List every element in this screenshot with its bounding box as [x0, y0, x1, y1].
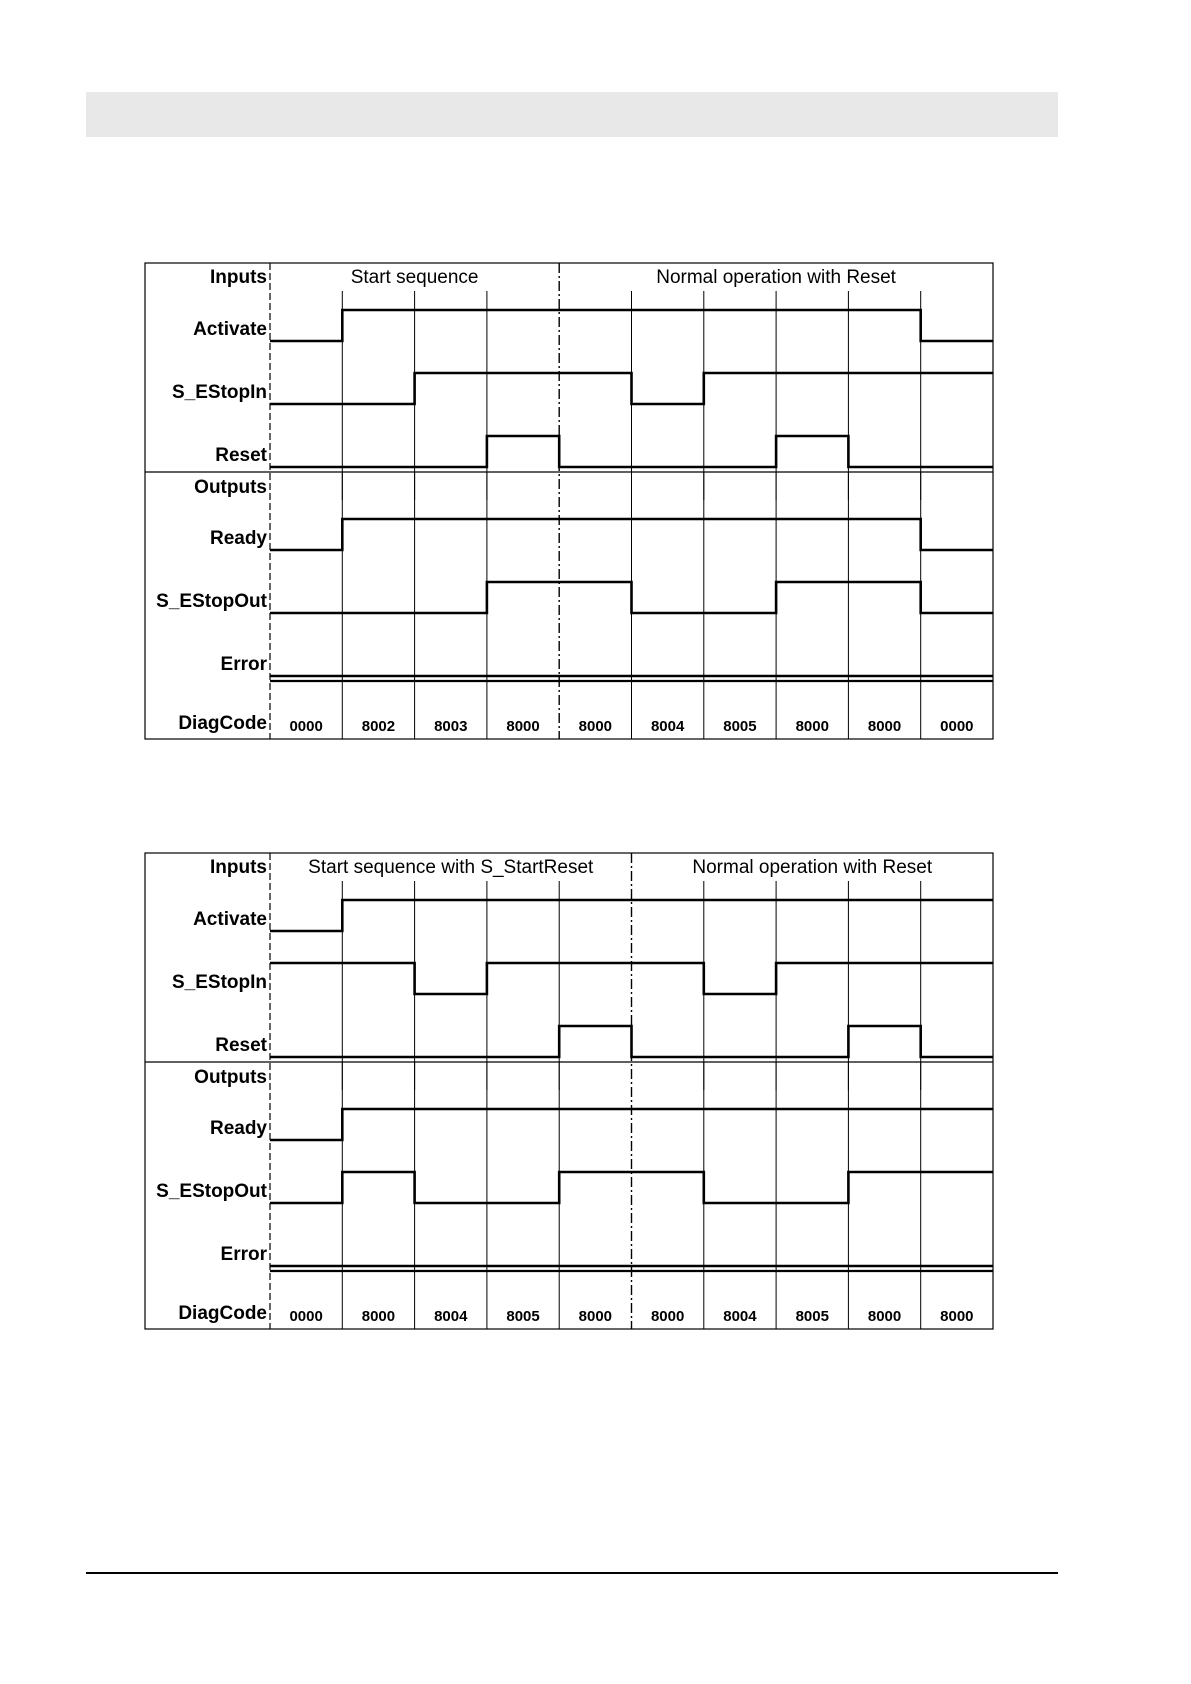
phase-label: Normal operation with Reset	[656, 267, 896, 288]
signal-label-s-estopout: S_EStopOut	[156, 591, 267, 612]
diag-code: 8000	[867, 1308, 902, 1325]
diag-code: 8000	[650, 1308, 685, 1325]
signal-label-s-estopin: S_EStopIn	[171, 972, 267, 993]
waveform-s-estopout	[270, 582, 993, 613]
diag-code: 8004	[723, 1308, 757, 1325]
diag-code: 8004	[434, 1308, 468, 1325]
diag-code: 0000	[289, 1308, 323, 1325]
diag-code: 8000	[578, 718, 613, 735]
signal-label-ready: Ready	[209, 1118, 267, 1139]
waveform-s-estopin	[270, 373, 993, 404]
diag-code: 8000	[578, 1308, 613, 1325]
diagram-frame	[145, 263, 993, 739]
signal-label-s-estopout: S_EStopOut	[156, 1181, 267, 1202]
diag-code: 0000	[940, 718, 974, 735]
diag-code: 0000	[289, 718, 323, 735]
diag-code: 8002	[361, 718, 396, 735]
signal-label-activate: Activate	[193, 909, 267, 930]
inputs-label: Inputs	[210, 857, 267, 878]
diag-code: 8005	[795, 1308, 829, 1325]
diag-code: 8004	[650, 718, 685, 735]
phase-label: Start sequence with S_StartReset	[308, 857, 594, 878]
signal-label-error: Error	[220, 1244, 267, 1265]
outputs-label: Outputs	[194, 1067, 267, 1088]
timing-diagram-2	[145, 853, 993, 1329]
diag-code: 8000	[867, 718, 902, 735]
signal-label-activate: Activate	[193, 319, 267, 340]
diag-code: 8000	[361, 1308, 396, 1325]
diagcode-label: DiagCode	[178, 1303, 267, 1324]
timing-diagram-1	[145, 263, 993, 739]
inputs-label: Inputs	[210, 267, 267, 288]
signal-label-ready: Ready	[209, 528, 267, 549]
diag-code: 8003	[434, 718, 468, 735]
diag-code: 8005	[723, 718, 757, 735]
diag-code: 8005	[506, 1308, 540, 1325]
signal-label-reset: Reset	[215, 1035, 267, 1056]
diag-code: 8000	[506, 718, 540, 735]
waveform-reset	[270, 1026, 993, 1057]
signal-label-reset: Reset	[215, 445, 267, 466]
phase-label: Normal operation with Reset	[692, 857, 933, 878]
signal-label-error: Error	[220, 654, 267, 675]
diag-code: 8000	[795, 718, 829, 735]
diagcode-label: DiagCode	[178, 713, 267, 734]
page-footer-rule	[86, 1572, 1058, 1574]
diag-code: 8000	[940, 1308, 974, 1325]
signal-label-s-estopin: S_EStopIn	[171, 382, 267, 403]
outputs-label: Outputs	[194, 477, 267, 498]
phase-label: Start sequence	[350, 267, 479, 288]
diagram-frame	[145, 853, 993, 1329]
